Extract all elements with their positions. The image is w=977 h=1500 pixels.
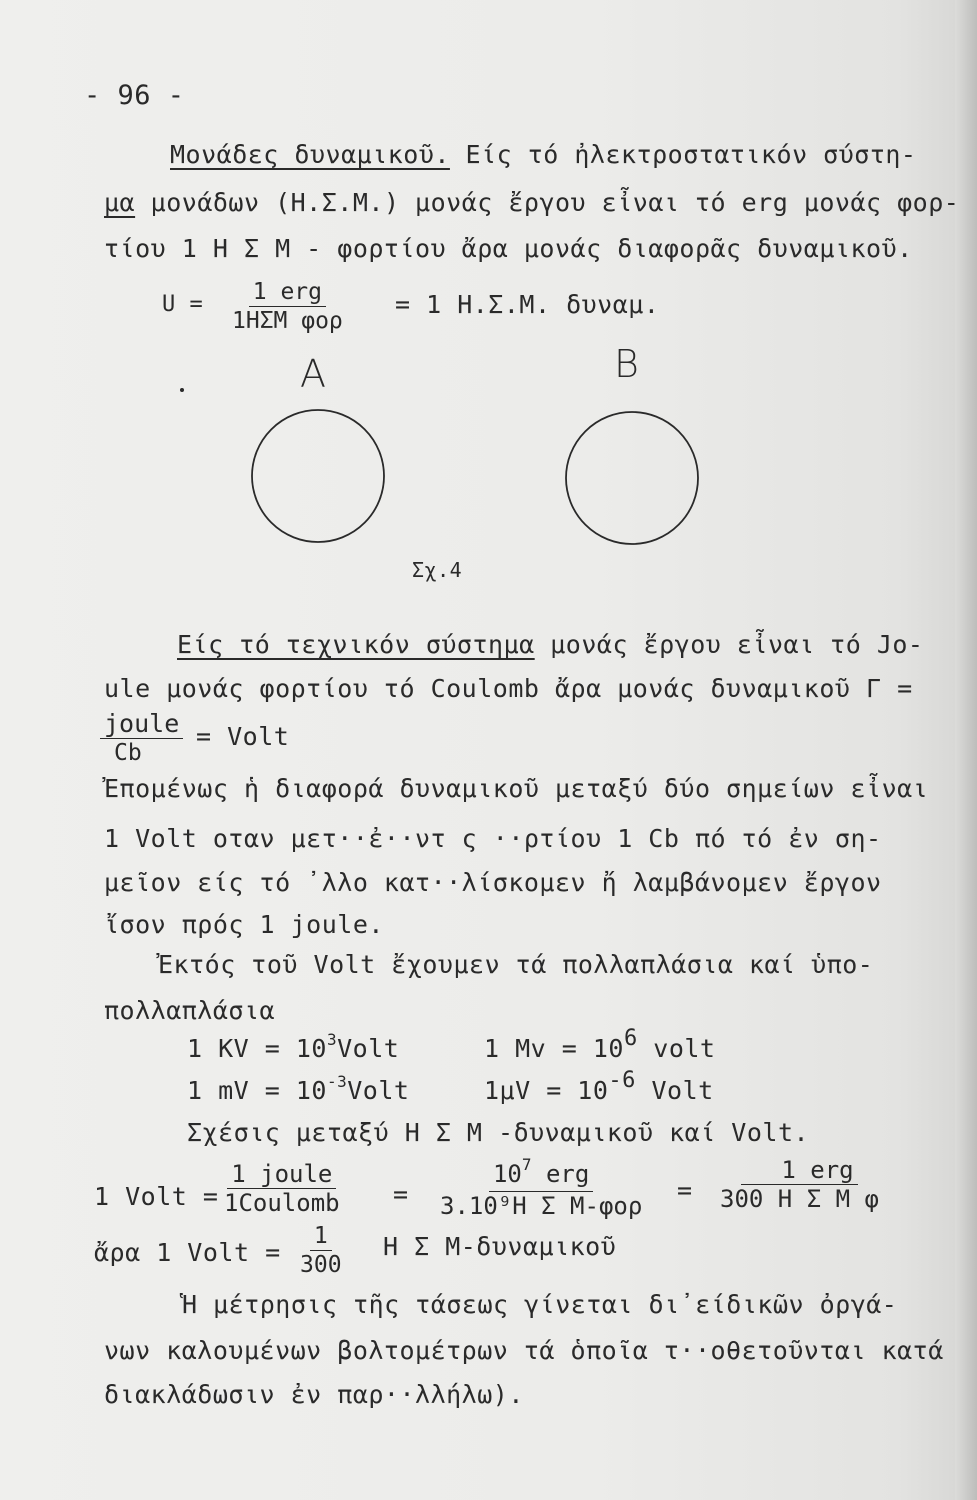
unit-kv-exp: 3 bbox=[326, 1030, 338, 1049]
unit-kv-lhs: 1 KV = 10 bbox=[187, 1034, 327, 1063]
figure-caption: Σχ.4 bbox=[412, 558, 463, 582]
section2-line6: μεῖον είς τό ᾽λλο κατ··λίσκομεν ἤ λαμβάνομεν ἔργον bbox=[104, 868, 882, 897]
section2-line1-rest: μονάς ἔργου εἶναι τό Jo- bbox=[550, 630, 924, 659]
closing-line1: Ἡ μέτρησις τῆς τάσεως γίνεται δι᾽είδικῶν ὀργά- bbox=[182, 1290, 898, 1319]
section2-fraction bbox=[100, 710, 183, 767]
section1-line1-rest: Είς τό ἠλεκτροστατικόν σύστη- bbox=[465, 140, 917, 169]
relation-f2-den: 3.10⁹Η Σ Μ-φορ bbox=[440, 1192, 643, 1220]
section2-line4: Ἐπομένως ἡ διαφορά δυναμικοῦ μεταξύ δύο σημείων εἶναι bbox=[104, 774, 929, 803]
figure-label-a: A bbox=[300, 352, 326, 396]
relation-ara-lhs: ἄρα 1 Volt = bbox=[94, 1238, 281, 1267]
formula1-lhs: U = bbox=[162, 292, 204, 317]
unit-mvbig-lhs: 1 Mv = 10 bbox=[484, 1034, 624, 1063]
unit-mv-big bbox=[484, 1026, 716, 1063]
unit-mv bbox=[187, 1072, 410, 1105]
relation-f1-num: 1 joule bbox=[227, 1160, 336, 1189]
relation-f2-num-a: 10 bbox=[492, 1160, 522, 1188]
unit-mv-lhs: 1 mV = 10 bbox=[187, 1076, 327, 1105]
unit-kv-rhs: Volt bbox=[337, 1034, 400, 1063]
relation-eq2: = bbox=[677, 1176, 693, 1205]
formula1-numerator: 1 erg bbox=[249, 278, 326, 307]
unit-mv-rhs: Volt bbox=[347, 1076, 410, 1105]
section1-word-ma: μα bbox=[104, 188, 136, 217]
page-number: - 96 - bbox=[84, 80, 185, 111]
section2-line7: ἴσον πρός 1 joule. bbox=[104, 910, 384, 939]
relation-f1-den: 1Coulomb bbox=[224, 1189, 340, 1217]
closing-line3: διακλάδωσιν ἐν παρ··λλήλω). bbox=[104, 1380, 524, 1409]
circle-b bbox=[566, 412, 698, 544]
unit-uv-exp: -6 bbox=[608, 1068, 636, 1093]
figure-circles bbox=[0, 380, 977, 600]
relation-frac3 bbox=[716, 1156, 883, 1213]
relation-f3-num: 1 erg bbox=[741, 1156, 857, 1185]
relation-frac2 bbox=[436, 1155, 646, 1220]
section2-frac-num: joule bbox=[100, 710, 183, 739]
section1-line3: τίου 1 Η Σ Μ - φορτίου ἄρα μονάς διαφορᾶς δυναμικοῦ. bbox=[104, 234, 913, 263]
relation-frac1 bbox=[220, 1160, 344, 1217]
page-edge bbox=[955, 0, 977, 1500]
unit-mvbig-rhs: volt bbox=[637, 1034, 716, 1063]
unit-uv-lhs: 1μV = 10 bbox=[484, 1076, 609, 1105]
section1-line2 bbox=[104, 188, 959, 217]
unit-kv bbox=[187, 1030, 400, 1063]
relation-f2-num-b: erg bbox=[531, 1160, 590, 1188]
relation-eq1: = bbox=[393, 1180, 409, 1209]
section2-line5: 1 Volt οταν μετ··ἐ··ντ ς ··ρτίου 1 Cb πό τό ἐν ση- bbox=[104, 824, 882, 853]
unit-mvbig-exp: 6 bbox=[623, 1026, 638, 1051]
circle-a bbox=[252, 410, 384, 542]
section2-line1 bbox=[177, 630, 923, 659]
relation-heading: Σχέσις μεταξύ Η Σ Μ -δυναμικοῦ καί Volt. bbox=[187, 1118, 810, 1147]
section2-frac-den: Cb bbox=[114, 740, 142, 766]
relation-f2-num bbox=[489, 1155, 593, 1192]
closing-line2: νων καλουμένων βολτομέτρων τά ὁποῖα τ··οθετοῦνται κατά bbox=[104, 1336, 944, 1365]
section2-heading: Είς τό τεχνικόν σύστημα bbox=[177, 630, 535, 659]
relation-f2-num-exp: 7 bbox=[521, 1155, 532, 1174]
relation-lhs: 1 Volt = bbox=[94, 1182, 219, 1211]
section1-line1 bbox=[170, 140, 917, 169]
section1-heading: Μονάδες δυναμικοῦ. bbox=[170, 140, 450, 169]
section2-line9: πολλαπλάσια bbox=[104, 996, 276, 1025]
unit-uv-rhs: Volt bbox=[635, 1076, 714, 1105]
stray-dot bbox=[180, 388, 184, 392]
unit-uv bbox=[484, 1068, 714, 1105]
formula1-denominator: 1ΗΣΜ φορ bbox=[232, 308, 343, 334]
unit-mv-exp: -3 bbox=[326, 1072, 348, 1091]
relation-f3-den: 300 Η Σ Μ φ bbox=[720, 1185, 879, 1213]
formula1-rhs: = 1 Η.Σ.Μ. δυναμ. bbox=[395, 290, 660, 319]
relation-ara-rhs: Η Σ Μ-δυναμικοῦ bbox=[383, 1232, 617, 1261]
section1-line2-text: μονάδων (Η.Σ.Μ.) μονάς ἔργου εἶναι τό erg μονάς φορ- bbox=[150, 188, 960, 217]
figure-label-b: B bbox=[614, 342, 639, 386]
relation-ara-num: 1 bbox=[310, 1222, 332, 1251]
section2-line8: Ἐκτός τοῦ Volt ἔχουμεν τά πολλαπλάσια καί ὑπο- bbox=[158, 950, 874, 979]
section2-line2: ule μονάς φορτίου τό Coulomb ἄρα μονάς δυναμικοῦ Γ = bbox=[104, 674, 913, 703]
relation-ara-fraction bbox=[296, 1222, 346, 1279]
section2-frac-rhs: = Volt bbox=[196, 722, 290, 751]
formula1-fraction bbox=[228, 278, 347, 335]
relation-ara-den: 300 bbox=[300, 1252, 342, 1278]
